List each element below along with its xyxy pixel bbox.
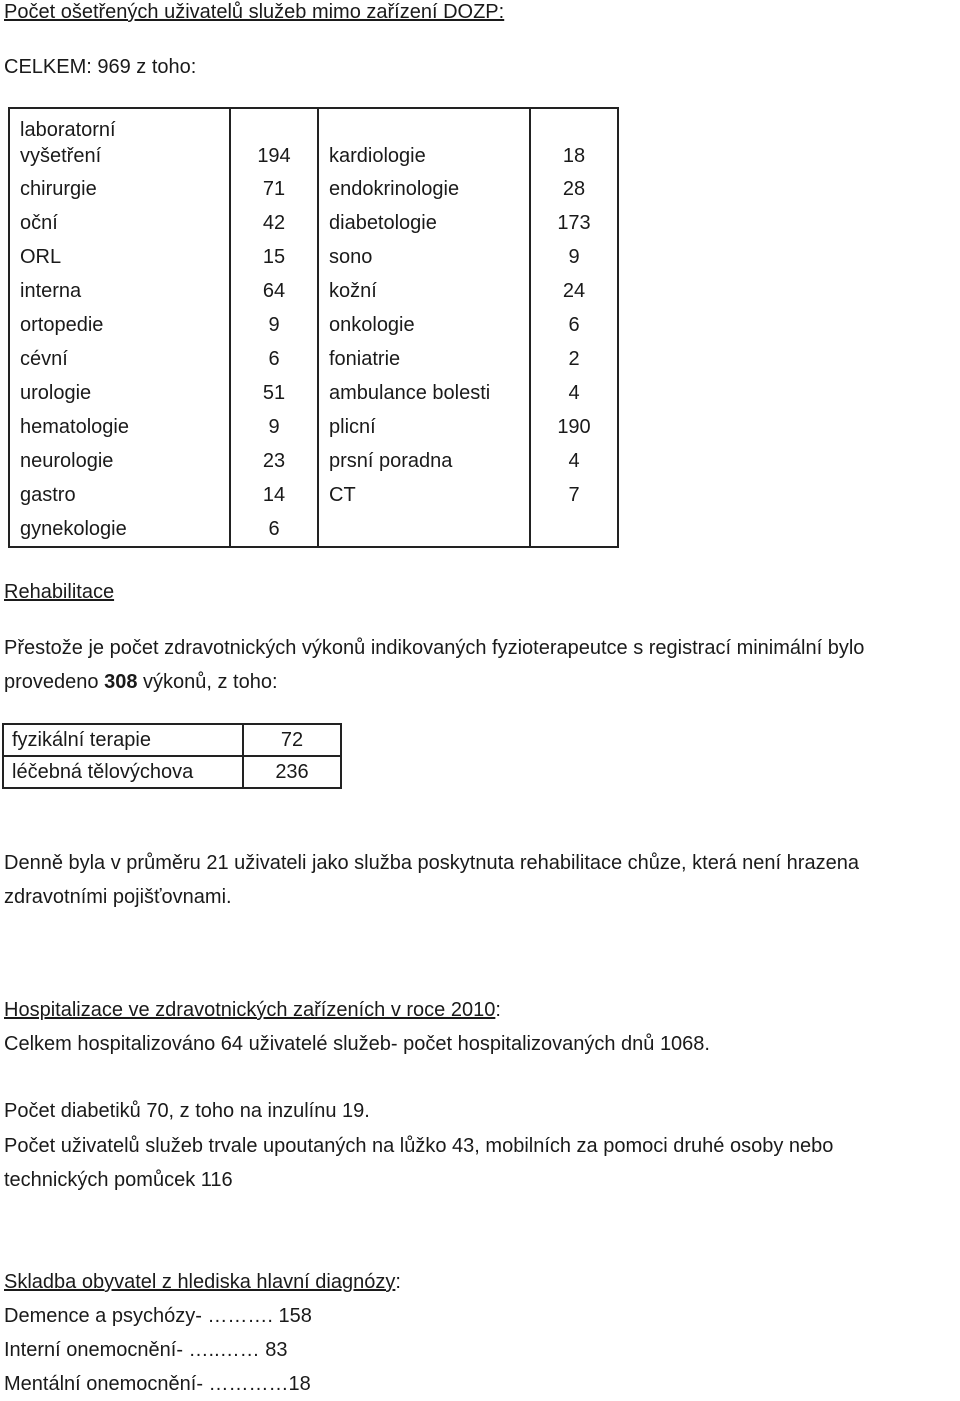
table-cell-value: 51 [230,376,318,410]
table-cell-label: CT [318,478,530,512]
table-row [3,756,341,788]
table-row [9,478,618,512]
table-cell-label: ambulance bolesti [318,376,530,410]
table-cell-label: cévní [9,342,230,376]
section-heading-rehab: Rehabilitace [4,581,115,603]
table-cell-value: 236 [243,756,341,788]
rehab-paragraph-line1: Přestože je počet zdravotnických výkonů indikovaných fyzioterapeutce s registrací minimální bylo [4,637,865,659]
rehab-total-count: 308 [104,671,138,693]
table-cell-value: 71 [230,172,318,206]
table-cell-label: gynekologie [9,512,230,547]
section-heading-hospital: Hospitalizace ve zdravotnických zařízeních v roce 2010: [4,999,501,1021]
services-table [8,107,619,548]
bedridden-line1: Počet uživatelů služeb trvale upoutaných na lůžko 43, mobilních za pomoci druhé osoby nebo [4,1135,834,1157]
table-cell-value: 4 [530,376,618,410]
table-cell-label: fyzikální terapie [3,724,243,756]
table-cell-label: endokrinologie [318,172,530,206]
table-cell-value: 4 [530,444,618,478]
table-cell-label: kožní [318,274,530,308]
daily-rehab-line1: Denně byla v průměru 21 uživateli jako služba poskytnuta rehabilitace chůze, která není hrazena [4,852,859,874]
table-cell-label: diabetologie [318,206,530,240]
table-row [9,376,618,410]
table-cell-value: 2 [530,342,618,376]
table-cell-value: 18 [530,108,618,172]
table-cell-label: interna [9,274,230,308]
table-cell-label: urologie [9,376,230,410]
table-cell-label: ORL [9,240,230,274]
table-cell-label: chirurgie [9,172,230,206]
table-row [3,724,341,756]
table-cell-label: gastro [9,478,230,512]
table-cell-label: onkologie [318,308,530,342]
table-cell-label: léčebná tělovýchova [3,756,243,788]
table-cell-value: 23 [230,444,318,478]
hospital-line: Celkem hospitalizováno 64 uživatelé služeb- počet hospitalizovaných dnů 1068. [4,1033,710,1055]
daily-rehab-line2: zdravotními pojišťovnami. [4,886,232,908]
list-item: Demence a psychózy- ………. 158 [4,1305,312,1327]
table-row [9,108,618,172]
total-line: CELKEM: 969 z toho: [4,56,197,78]
table-cell-value: 7 [530,478,618,512]
table-cell-value: 28 [530,172,618,206]
section-heading-outpatient: Počet ošetřených uživatelů služeb mimo zařízení DOZP: [4,1,505,23]
table-row [9,342,618,376]
table-row [9,410,618,444]
table-cell-label: plicní [318,410,530,444]
rehab-table [2,723,342,789]
table-cell-label [318,512,530,547]
table-cell-label: oční [9,206,230,240]
table-cell-value: 72 [243,724,341,756]
bedridden-line2: technických pomůcek 116 [4,1169,233,1191]
table-row [9,172,618,206]
table-row [9,444,618,478]
table-cell-value: 6 [530,308,618,342]
table-cell-value: 24 [530,274,618,308]
table-row [9,512,618,547]
table-cell-value: 9 [230,308,318,342]
table-row [9,308,618,342]
table-cell-label: kardiologie [318,108,530,172]
diabetics-line: Počet diabetiků 70, z toho na inzulínu 19. [4,1100,370,1122]
list-item: Mentální onemocnění- …………18 [4,1373,311,1395]
table-cell-value: 173 [530,206,618,240]
table-cell-label: sono [318,240,530,274]
table-cell-value: 6 [230,342,318,376]
table-cell-value: 14 [230,478,318,512]
table-row [9,206,618,240]
table-cell-label: hematologie [9,410,230,444]
rehab-paragraph-line2: provedeno 308 výkonů, z toho: [4,671,278,693]
table-cell-value: 194 [230,108,318,172]
table-cell-label: foniatrie [318,342,530,376]
table-cell-label: prsní poradna [318,444,530,478]
table-cell-value: 42 [230,206,318,240]
list-item: Interní onemocnění- …..…… 83 [4,1339,288,1361]
table-cell-value: 9 [230,410,318,444]
table-cell-value: 190 [530,410,618,444]
table-cell-label: neurologie [9,444,230,478]
table-cell-value: 6 [230,512,318,547]
table-cell-value: 64 [230,274,318,308]
table-cell-value: 15 [230,240,318,274]
table-cell-label: laboratorní vyšetření [9,108,230,172]
table-row [9,240,618,274]
table-cell-value [530,512,618,547]
section-heading-diagnoses: Skladba obyvatel z hlediska hlavní diagnózy: [4,1271,401,1293]
table-row [9,274,618,308]
table-cell-label: ortopedie [9,308,230,342]
table-cell-value: 9 [530,240,618,274]
